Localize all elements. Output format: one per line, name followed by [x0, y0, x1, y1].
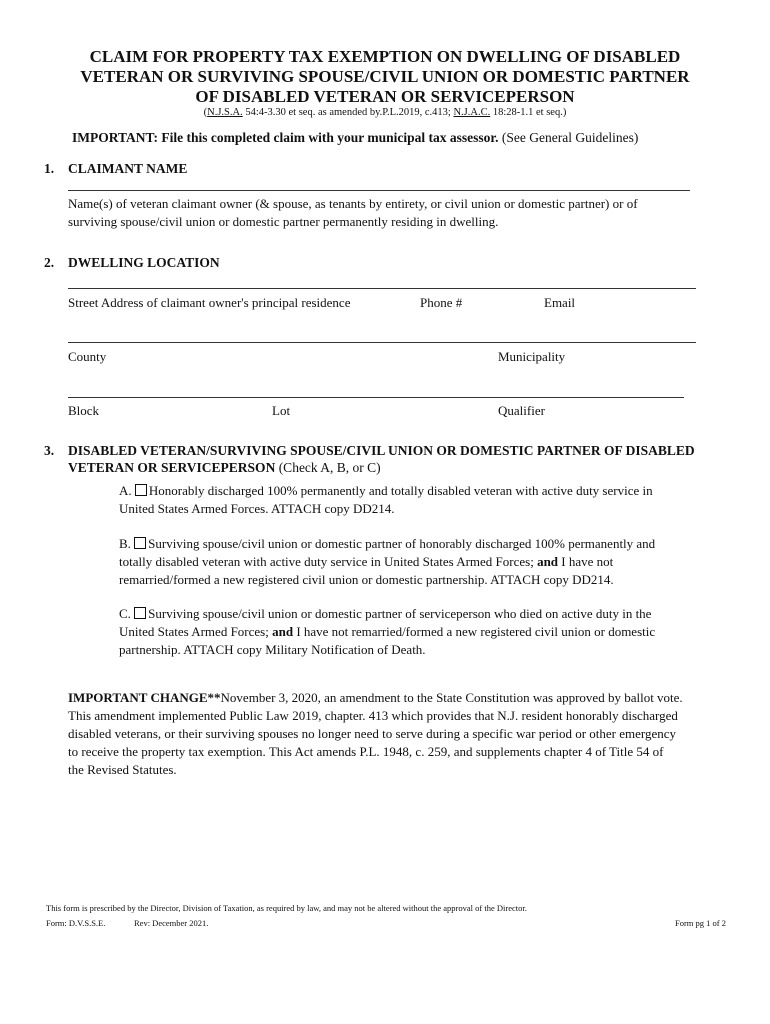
option-c: C. Surviving spouse/civil union or domestic partner of serviceperson who died on active duty in the United States Armed Forces; and I have not remarried/formed a new registered civil union or domestic partnership. ATTACH copy Military Notification of Death. [119, 606, 656, 657]
option-c-checkbox[interactable] [134, 607, 146, 619]
county-label: County [68, 349, 107, 364]
option-b: B. Surviving spouse/civil union or domestic partner of honorably discharged 100% permanently and totally disabled veteran with active duty service in United States Armed Forces; and I have not remarried/formed a new registered civil union or domestic partnership. ATTACH copy DD214. [119, 536, 656, 587]
claimant-name-desc1: Name(s) of veteran claimant owner (& spouse, as tenants by entirety, or civil union or domestic partner) or of [68, 196, 638, 211]
njac-ref: N.J.A.C. [453, 107, 491, 118]
important-change-notice: IMPORTANT CHANGE**November 3, 2020, an amendment to the State Constitution was approved by ballot vote. This amendment implemented Public Law 2019, chapter. 413 which provides that N.J. resident honorably discharged disabled veterans, or their surviving spouses no longer need to serve during a specific war period or other emergency to receive the property tax exemption. This Act amends P.L. 1948, c. 259, and supplements chapter 4 of Title 54 of the Revised Statutes. [68, 690, 683, 777]
section2-heading: DWELLING LOCATION [68, 255, 220, 270]
section3-heading-line1: DISABLED VETERAN/SURVIVING SPOUSE/CIVIL UNION OR DOMESTIC PARTNER OF DISABLED [68, 443, 695, 458]
lot-label: Lot [272, 403, 291, 418]
njsa-ref: N.J.S.A. [207, 107, 243, 118]
section3-heading-line2: VETERAN OR SERVICEPERSON (Check A, B, or C) [68, 460, 381, 475]
form-title-line2: VETERAN OR SURVIVING SPOUSE/CIVIL UNION OR DOMESTIC PARTNER [80, 67, 690, 86]
claimant-name-line[interactable] [68, 190, 690, 191]
email-label: Email [544, 295, 576, 310]
municipality-label: Municipality [498, 349, 566, 364]
option-b-checkbox[interactable] [134, 537, 146, 549]
phone-label: Phone # [420, 295, 463, 310]
form-title-line3: OF DISABLED VETERAN OR SERVICEPERSON [195, 87, 575, 106]
statute-reference: (N.J.S.A. 54:4-3.30 et seq. as amended by.P.L.2019, c.413; N.J.A.C. 18:28-1.1 et seq.) [203, 107, 567, 118]
street-address-line[interactable] [68, 288, 696, 289]
form-title-line1: CLAIM FOR PROPERTY TAX EXEMPTION ON DWELLING OF DISABLED [89, 47, 681, 66]
option-a: A. Honorably discharged 100% permanently and totally disabled veteran with active duty service in United States Armed Forces. ATTACH copy DD214. [119, 483, 653, 516]
block-lot-line[interactable] [68, 397, 684, 398]
footer-revision: Rev: December 2021. [134, 918, 209, 928]
section3-number: 3. [44, 443, 55, 458]
county-municipality-line[interactable] [68, 342, 696, 343]
qualifier-label: Qualifier [498, 403, 545, 418]
important-note: IMPORTANT: File this completed claim with your municipal tax assessor. (See General Guidelines) [72, 130, 639, 145]
section1-number: 1. [44, 161, 55, 176]
block-label: Block [68, 403, 100, 418]
footer-page-number: Form pg 1 of 2 [675, 918, 726, 928]
footer-prescribed: This form is prescribed by the Director, Division of Taxation, as required by law, and may not be altered without the approval of the Director. [46, 903, 527, 913]
street-address-label: Street Address of claimant owner's principal residence [68, 295, 351, 310]
claimant-name-desc2: surviving spouse/civil union or domestic partner permanently residing in dwelling. [68, 214, 499, 229]
section1-heading: CLAIMANT NAME [68, 161, 188, 176]
footer-form-id: Form: D.V.S.S.E. [46, 918, 106, 928]
section2-number: 2. [44, 255, 55, 270]
option-a-checkbox[interactable] [135, 484, 147, 496]
